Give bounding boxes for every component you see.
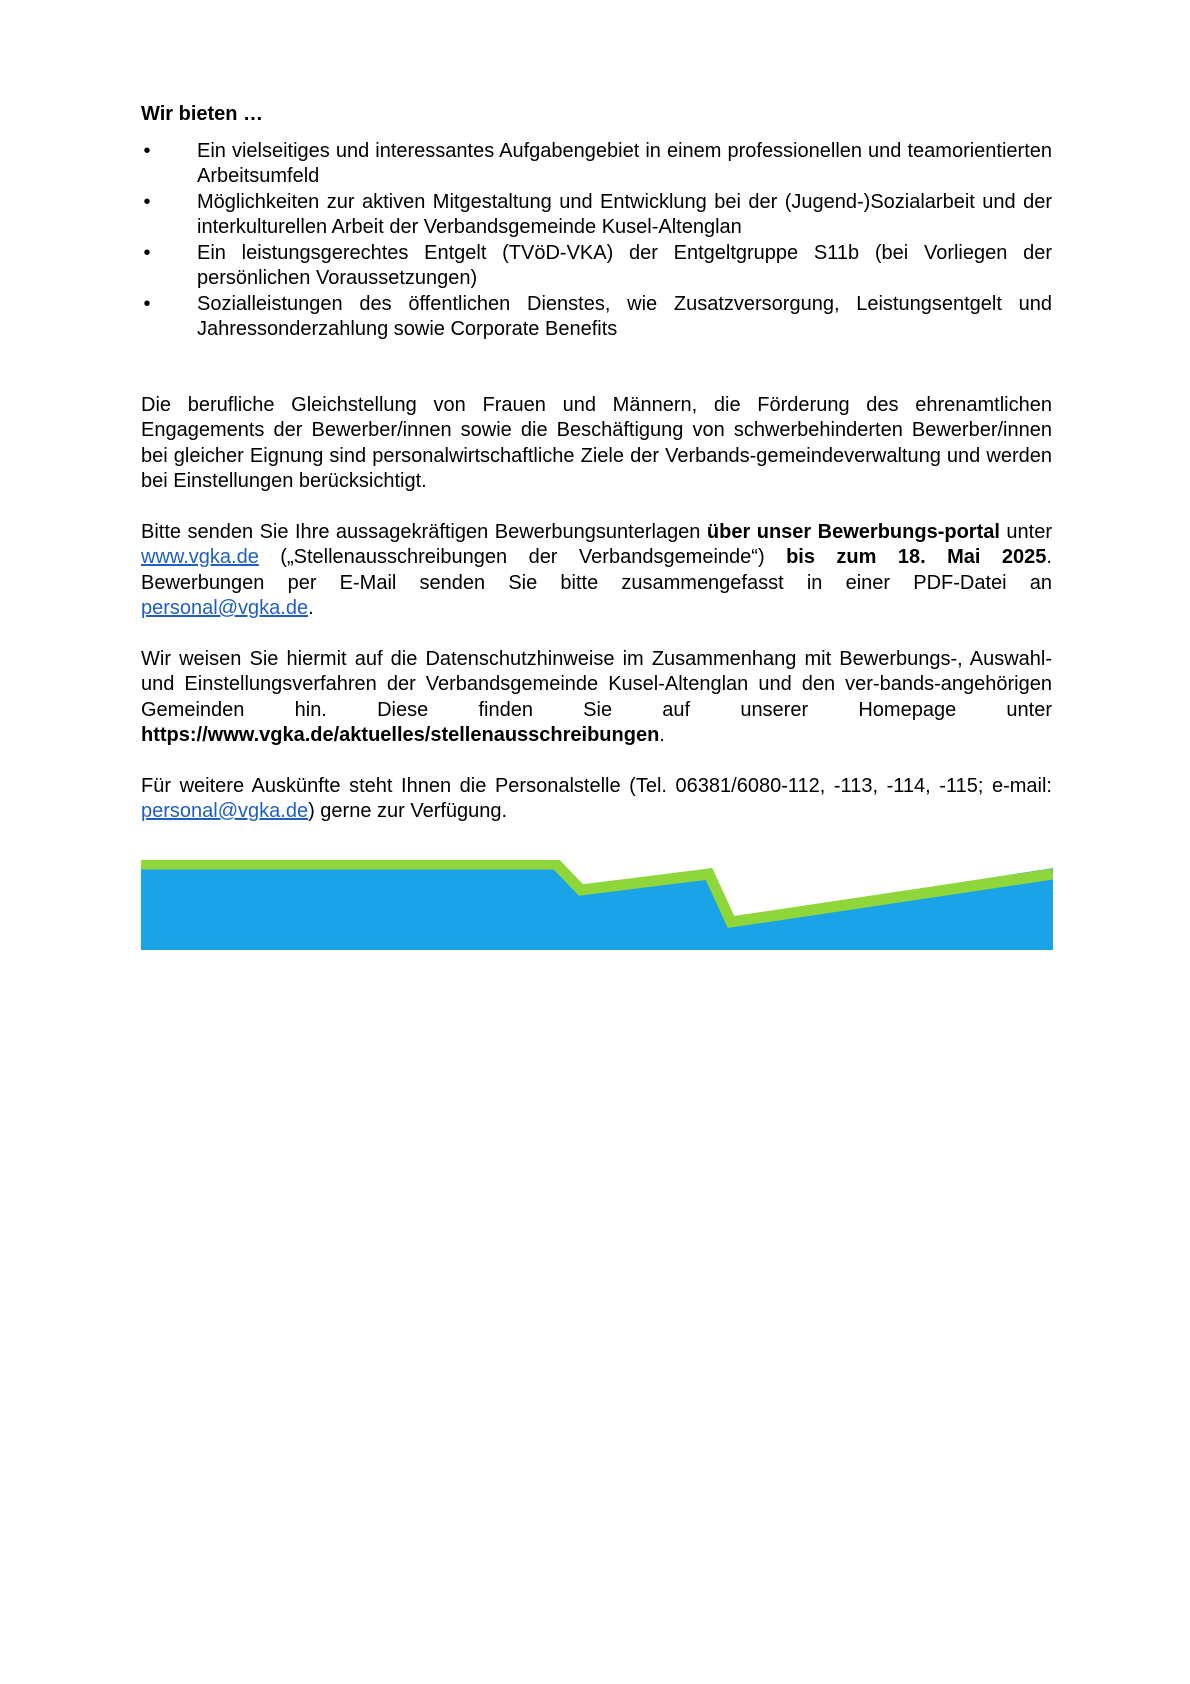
list-item-text: Ein vielseitiges und interessantes Aufgabengebiet in einem professionellen und teamorientierten Arbeitsumfeld bbox=[197, 139, 1052, 187]
bullet-icon: • bbox=[143, 190, 151, 213]
contact-text: ) gerne zur Verfügung. bbox=[308, 800, 508, 822]
list-item-text: Sozialleistungen des öffentlichen Dienstes, wie Zusatzversorgung, Leistungsentgelt und Jahressonderzahlung sowie Corporate Benefits bbox=[197, 292, 1052, 340]
application-text: . Bewerbungen per E-Mail senden Sie bitte zusammengefasst in einer PDF-Datei an bbox=[141, 546, 1052, 594]
application-text: Bitte senden Sie Ihre aussagekräftigen Bewerbungsunterlagen bbox=[141, 520, 707, 543]
privacy-text: Wir weisen Sie hiermit auf die Datenschutzhinweise im Zusammenhang mit Bewerbungs-, Auswahl- und Einstellungsverfahren der Verbandsgemeinde Kusel-Altenglan und den ver-bands-angehörigen Gemeinden hin. Diese finden Sie auf unserer Homepage unter bbox=[141, 647, 1052, 721]
equality-paragraph: Die berufliche Gleichstellung von Frauen und Männern, die Förderung des ehrenamtlichen Engagements der Bewerber/innen sowie die Beschäftigung von schwerbehinderten Bewerber/innen bei gleicher Eignung sind personalwirtschaftliche Ziele der Verbands-gemeindeverwaltung und werden bei Einstellungen berücksichtigt. bbox=[141, 393, 1052, 492]
list-item bbox=[141, 241, 1052, 292]
privacy-paragraph bbox=[141, 647, 1052, 749]
footer-wave-banner bbox=[141, 860, 1053, 950]
application-text: unter bbox=[999, 520, 1052, 543]
application-portal-emphasis: über unser Bewerbungs-portal bbox=[706, 520, 1000, 543]
contact-email-link[interactable]: personal@vgka.de bbox=[141, 800, 309, 822]
email-link[interactable]: personal@vgka.de bbox=[141, 597, 309, 619]
list-item bbox=[141, 190, 1052, 241]
list-item-text: Möglichkeiten zur aktiven Mitgestaltung und Entwicklung bei der (Jugend-)Sozialarbeit und der interkulturellen Arbeit der Verbandsgemeinde Kusel-Altenglan bbox=[197, 190, 1052, 238]
offer-heading: Wir bieten … bbox=[141, 103, 264, 125]
website-link[interactable]: www.vgka.de bbox=[141, 546, 259, 568]
list-item-text: Ein leistungsgerechtes Entgelt (TVöD-VKA) der Entgeltgruppe S11b (bei Vorliegen der persönlichen Voraussetzungen) bbox=[197, 241, 1052, 289]
bullet-icon: • bbox=[143, 292, 151, 315]
contact-paragraph bbox=[141, 774, 1052, 825]
privacy-url: https://www.vgka.de/aktuelles/stellenausschreibungen bbox=[141, 724, 660, 746]
bullet-icon: • bbox=[143, 139, 151, 162]
offer-list bbox=[141, 139, 1052, 343]
bullet-icon: • bbox=[143, 241, 151, 264]
application-paragraph bbox=[141, 520, 1052, 622]
list-item bbox=[141, 292, 1052, 343]
list-item bbox=[141, 139, 1052, 190]
document-body bbox=[141, 102, 1052, 825]
contact-text: Für weitere Auskünfte steht Ihnen die Personalstelle (Tel. 06381/6080-112, -113, -114, -115; e-mail: bbox=[141, 774, 1052, 797]
application-deadline: bis zum 18. Mai 2025 bbox=[786, 546, 1047, 568]
privacy-text: . bbox=[659, 724, 665, 746]
application-text: („Stellenausschreibungen der Verbandsgemeinde“) bbox=[258, 546, 787, 568]
application-text: . bbox=[308, 597, 314, 619]
